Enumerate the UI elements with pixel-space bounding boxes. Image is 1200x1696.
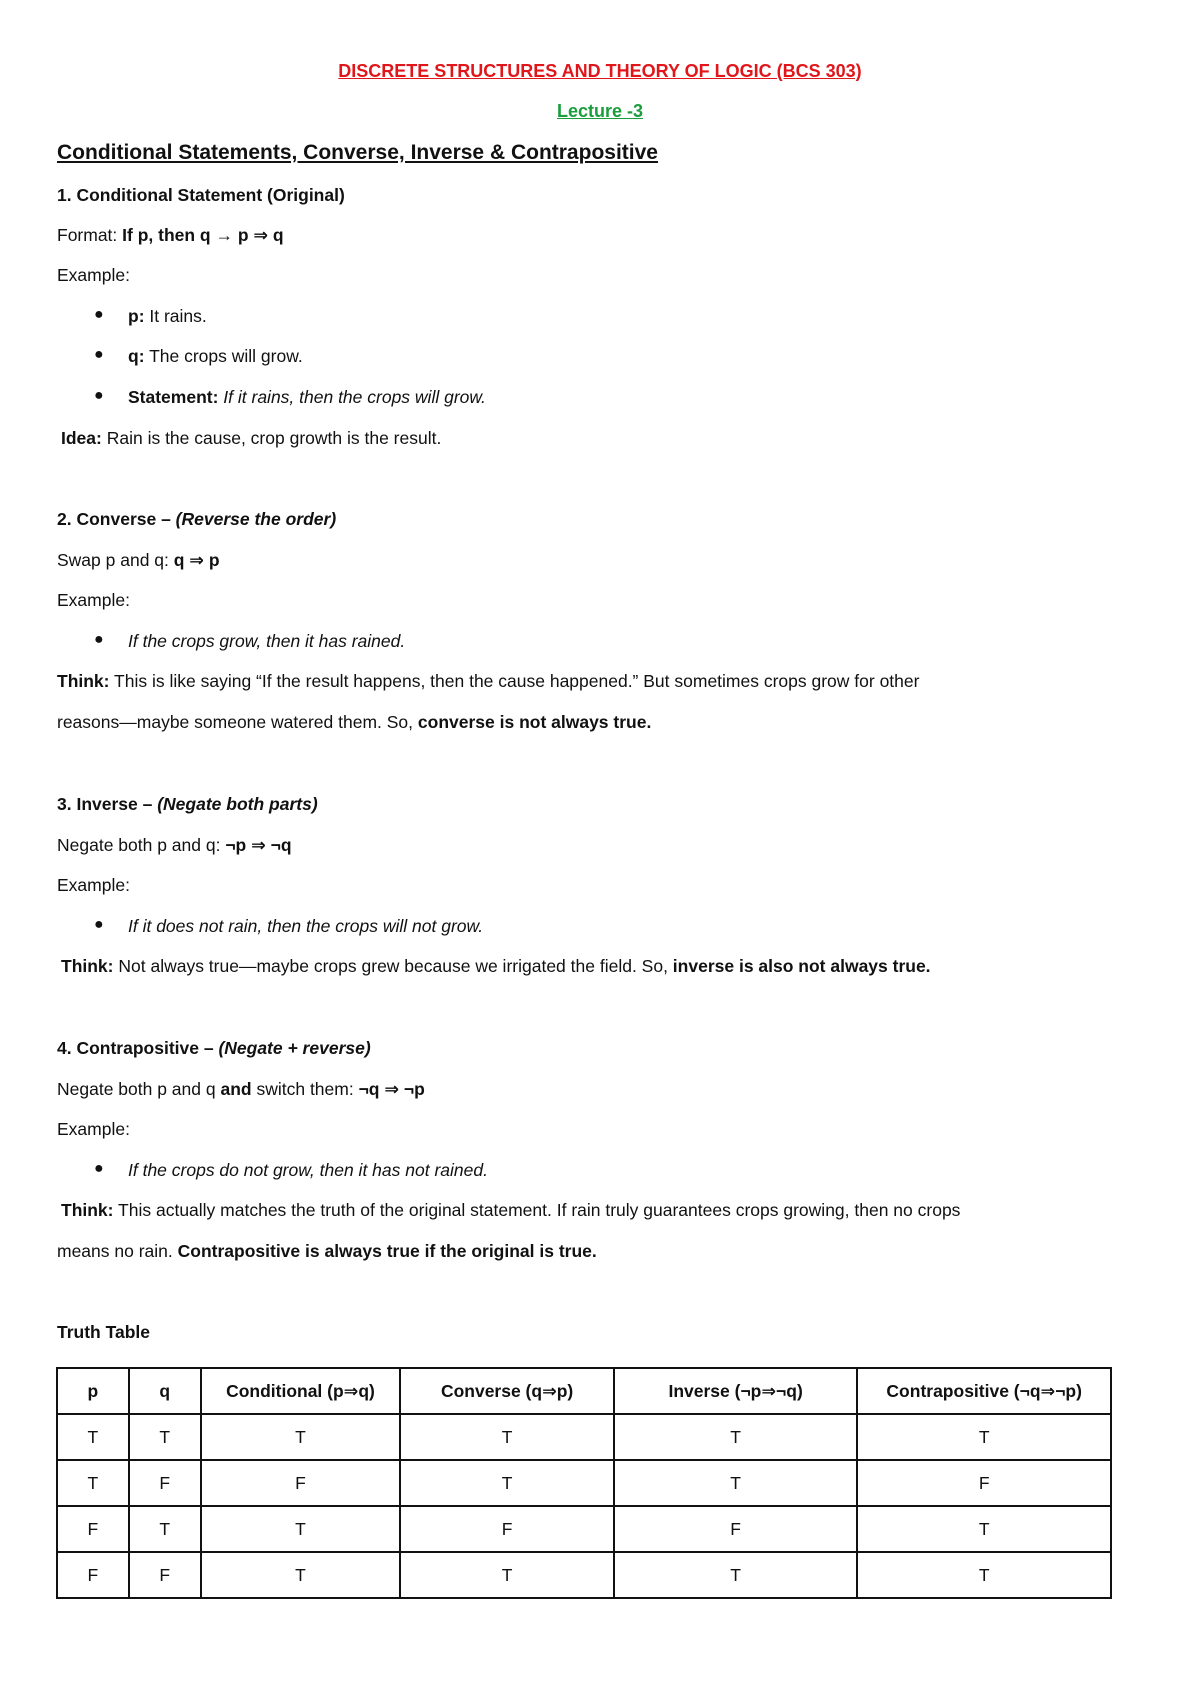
section2-example-label: Example:	[57, 590, 130, 610]
table-cell: F	[129, 1552, 201, 1598]
bullet-icon: ●	[94, 346, 104, 363]
think-text: This actually matches the truth of the original statement. If rain truly guarantees crops growing, then no crops	[113, 1200, 961, 1220]
section3-title-text: 3. Inverse –	[57, 794, 158, 814]
table-row	[57, 1414, 1111, 1460]
section3-title	[57, 794, 318, 815]
section2-title	[57, 509, 336, 530]
format-value: If p, then q → p ⇒ q	[122, 225, 284, 245]
table-cell: T	[57, 1460, 129, 1506]
bullet-icon: ●	[94, 631, 104, 648]
section1-format	[57, 225, 284, 246]
bullet-text: It rains.	[144, 306, 207, 326]
negate-and: and	[220, 1079, 252, 1099]
think-text: This is like saying “If the result happens, then the cause happened.” But sometimes crops grow for other	[109, 671, 920, 691]
lecture-number: Lecture -3	[556, 101, 644, 121]
table-cell: F	[201, 1460, 401, 1506]
course-title: DISCRETE STRUCTURES AND THEORY OF LOGIC (BCS 303)	[338, 61, 862, 81]
negate-text: Negate both p and q	[57, 1079, 221, 1099]
table-cell: F	[857, 1460, 1111, 1506]
table-cell: T	[129, 1414, 201, 1460]
section4-title-text: 4. Contrapositive –	[57, 1038, 219, 1058]
page-heading: Conditional Statements, Converse, Inverse & Contrapositive	[57, 141, 658, 164]
truth-table	[56, 1367, 1112, 1599]
idea-label: Idea:	[61, 428, 102, 448]
table-cell: T	[129, 1506, 201, 1552]
column-header: p	[57, 1368, 129, 1414]
table-row	[57, 1552, 1111, 1598]
think-label: Think:	[61, 1200, 114, 1220]
swap-formula: q ⇒ p	[173, 550, 220, 570]
table-cell: F	[614, 1506, 857, 1552]
table-cell: T	[400, 1414, 614, 1460]
table-cell: T	[614, 1414, 857, 1460]
table-cell: F	[129, 1460, 201, 1506]
table-cell: T	[614, 1460, 857, 1506]
section3-negate	[57, 835, 292, 856]
table-cell: T	[857, 1552, 1111, 1598]
table-cell: T	[201, 1506, 401, 1552]
think-conclusion: Contrapositive is always true if the original is true.	[177, 1241, 597, 1261]
bullet-text: If the crops do not grow, then it has not rained.	[128, 1160, 488, 1180]
table-row	[57, 1506, 1111, 1552]
negate-text: Negate both p and q:	[57, 835, 226, 855]
idea-text: Rain is the cause, crop growth is the result.	[101, 428, 442, 448]
column-header: Conditional (p⇒q)	[201, 1368, 401, 1414]
section1-example-label: Example:	[57, 265, 130, 285]
section1-title: 1. Conditional Statement (Original)	[57, 185, 345, 205]
section2-title-text: 2. Converse –	[57, 509, 176, 529]
bullet-icon: ●	[94, 387, 104, 404]
column-header: Converse (q⇒p)	[400, 1368, 614, 1414]
section3-example-label: Example:	[57, 875, 130, 895]
column-header: Contrapositive (¬q⇒¬p)	[857, 1368, 1111, 1414]
negate-formula: ¬p ⇒ ¬q	[225, 835, 292, 855]
table-cell: T	[201, 1552, 401, 1598]
column-header: Inverse (¬p⇒¬q)	[614, 1368, 857, 1414]
table-cell: T	[400, 1460, 614, 1506]
truth-table-title: Truth Table	[57, 1322, 151, 1342]
think-conclusion: converse is not always true.	[417, 712, 652, 732]
section3-think	[61, 956, 931, 977]
section4-think-line2	[57, 1241, 597, 1262]
table-cell: T	[614, 1552, 857, 1598]
column-header: q	[129, 1368, 201, 1414]
bullet-label: Statement:	[128, 387, 219, 407]
table-cell: T	[857, 1414, 1111, 1460]
negate-formula: ¬q ⇒ ¬p	[358, 1079, 425, 1099]
table-cell: T	[400, 1552, 614, 1598]
think-text: reasons—maybe someone watered them. So,	[57, 712, 418, 732]
bullet-label: p:	[128, 306, 145, 326]
section4-example-label: Example:	[57, 1119, 130, 1139]
section2-swap	[57, 550, 220, 571]
table-cell: F	[57, 1506, 129, 1552]
table-cell: F	[57, 1552, 129, 1598]
section2-title-em: (Reverse the order)	[175, 509, 337, 529]
bullet-icon: ●	[94, 1160, 104, 1177]
think-text: Not always true—maybe crops grew because we irrigated the field. So,	[113, 956, 673, 976]
section3-title-em: (Negate both parts)	[157, 794, 318, 814]
section4-think-line1	[61, 1200, 960, 1221]
bullet-text: If the crops grow, then it has rained.	[128, 631, 406, 651]
think-conclusion: inverse is also not always true.	[672, 956, 931, 976]
section1-idea	[61, 428, 441, 449]
format-label: Format:	[57, 225, 123, 245]
table-cell: T	[201, 1414, 401, 1460]
think-label: Think:	[57, 671, 110, 691]
swap-text: Swap p and q:	[57, 550, 174, 570]
negate-text: switch them:	[251, 1079, 359, 1099]
section4-title-em: (Negate + reverse)	[218, 1038, 371, 1058]
section4-title	[57, 1038, 371, 1059]
think-label: Think:	[61, 956, 114, 976]
table-cell: F	[400, 1506, 614, 1552]
bullet-icon: ●	[94, 916, 104, 933]
think-text: means no rain.	[57, 1241, 178, 1261]
table-row	[57, 1460, 1111, 1506]
table-cell: T	[57, 1414, 129, 1460]
bullet-text: If it rains, then the crops will grow.	[218, 387, 486, 407]
table-cell: T	[857, 1506, 1111, 1552]
bullet-label: q:	[128, 346, 145, 366]
section2-think-line2	[57, 712, 651, 733]
bullet-icon: ●	[94, 306, 104, 323]
section2-think-line1	[57, 671, 919, 692]
bullet-text: If it does not rain, then the crops will not grow.	[128, 916, 484, 936]
section4-negate	[57, 1079, 425, 1100]
table-header-row	[57, 1368, 1111, 1414]
bullet-text: The crops will grow.	[144, 346, 303, 366]
